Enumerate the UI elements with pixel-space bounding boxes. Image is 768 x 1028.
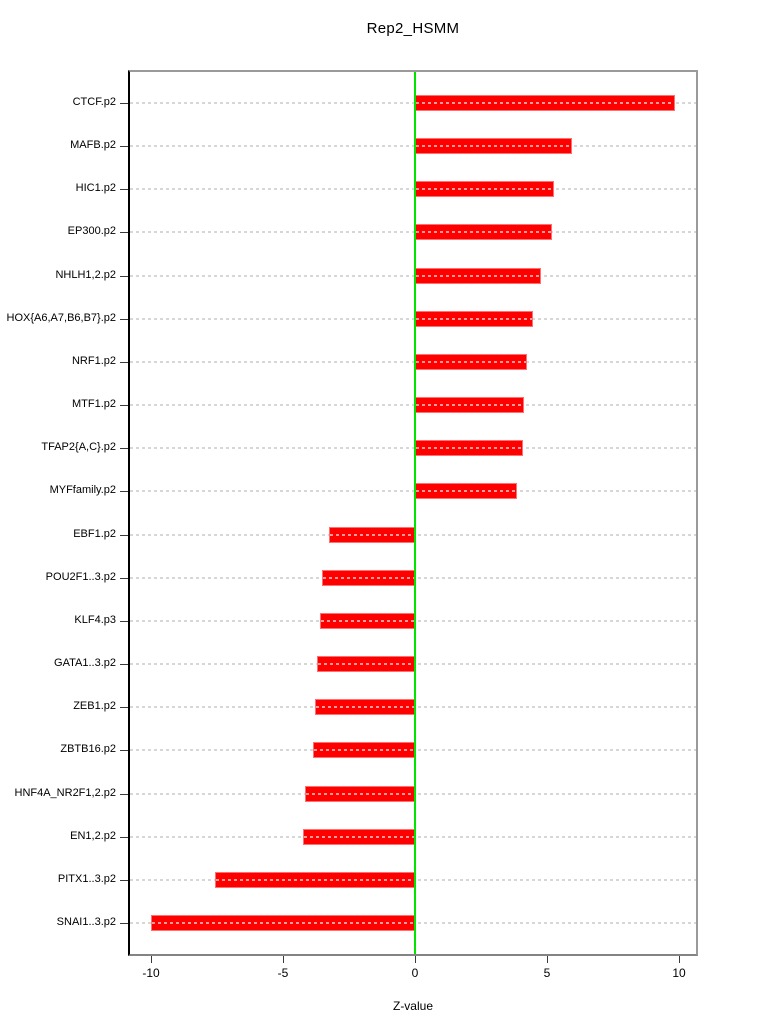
bar-gridline-overlay: [330, 534, 414, 536]
x-axis-tick: [151, 956, 152, 963]
plot-area: [6, 70, 698, 980]
category-gridline: [130, 447, 696, 449]
bar-pitx1-3-p2: [215, 872, 415, 888]
bar-mafb-p2: [415, 138, 572, 154]
x-axis-tick: [415, 956, 416, 963]
x-axis-tick: [679, 956, 680, 963]
bar-gridline-overlay: [416, 231, 551, 233]
bar-ep300-p2: [415, 224, 552, 240]
y-axis-tick: [120, 621, 128, 622]
y-axis-label: HOX{A6,A7,B6,B7}.p2: [6, 312, 116, 324]
bar-gridline-overlay: [323, 577, 414, 579]
y-axis-label: KLF4.p3: [74, 614, 116, 626]
bar-zeb1-p2: [315, 699, 415, 715]
y-axis-label: EBF1.p2: [73, 528, 116, 540]
bar-gridline-overlay: [316, 706, 414, 708]
bar-gridline-overlay: [314, 749, 414, 751]
bar-gridline-overlay: [216, 879, 414, 881]
y-axis-tick: [120, 362, 128, 363]
category-gridline: [130, 404, 696, 406]
bar-gridline-overlay: [304, 836, 414, 838]
y-axis-tick: [120, 276, 128, 277]
bar-nrf1-p2: [415, 354, 527, 370]
bar-hnf4a-nr2f1-2-p2: [305, 786, 415, 802]
y-axis-label: POU2F1..3.p2: [45, 571, 116, 583]
bar-ebf1-p2: [329, 527, 415, 543]
x-axis-tick-label: -5: [277, 966, 289, 980]
bar-klf4-p3: [320, 613, 415, 629]
y-axis-label: ZEB1.p2: [73, 700, 116, 712]
bar-gata1-3-p2: [317, 656, 415, 672]
y-axis-label: EP300.p2: [67, 225, 116, 237]
category-gridline: [130, 361, 696, 363]
y-axis-tick: [120, 535, 128, 536]
x-axis-tick: [547, 956, 548, 963]
y-axis-label: NHLH1,2.p2: [55, 269, 116, 281]
y-axis-tick: [120, 664, 128, 665]
bar-gridline-overlay: [416, 275, 540, 277]
bar-nhlh1-2-p2: [415, 268, 541, 284]
x-axis-tick-label: 10: [672, 966, 686, 980]
y-axis-label: HNF4A_NR2F1,2.p2: [14, 787, 116, 799]
x-axis-tick: [283, 956, 284, 963]
y-axis-tick: [120, 794, 128, 795]
bar-tfap2-a-c-p2: [415, 440, 523, 456]
y-axis-label: ZBTB16.p2: [60, 743, 116, 755]
chart-title: Rep2_HSMM: [366, 20, 460, 37]
bar-gridline-overlay: [416, 188, 553, 190]
y-axis-tick: [120, 103, 128, 104]
x-axis-tick-label: 0: [411, 966, 419, 980]
bar-zbtb16-p2: [313, 742, 415, 758]
y-axis-tick: [120, 837, 128, 838]
x-axis-tick-label: -10: [142, 966, 160, 980]
bar-en1-2-p2: [303, 829, 415, 845]
bar-hox-a6-a7-b6-b7-p2: [415, 311, 533, 327]
y-axis-tick: [120, 923, 128, 924]
y-axis-tick: [120, 707, 128, 708]
bar-mtf1-p2: [415, 397, 524, 413]
bar-gridline-overlay: [416, 490, 516, 492]
bar-ctcf-p2: [415, 95, 675, 111]
y-axis-label: SNAI1..3.p2: [56, 916, 116, 928]
bar-gridline-overlay: [318, 663, 414, 665]
bar-gridline-overlay: [416, 447, 522, 449]
y-axis-tick: [120, 232, 128, 233]
bar-gridline-overlay: [416, 102, 674, 104]
y-axis-tick: [120, 146, 128, 147]
bar-gridline-overlay: [416, 318, 532, 320]
y-axis-label: HIC1.p2: [75, 182, 116, 194]
y-axis-label: PITX1..3.p2: [57, 873, 116, 885]
x-axis-tick-label: 5: [543, 966, 551, 980]
category-gridline: [130, 318, 696, 320]
bar-hic1-p2: [415, 181, 554, 197]
y-axis-tick: [120, 189, 128, 190]
y-axis-tick: [120, 578, 128, 579]
y-axis-label: MYFfamily.p2: [49, 484, 116, 496]
y-axis-tick: [120, 448, 128, 449]
bar-myffamily-p2: [415, 483, 517, 499]
bar-gridline-overlay: [306, 793, 414, 795]
zero-reference-line: [414, 72, 416, 954]
bar-gridline-overlay: [416, 145, 571, 147]
x-axis-title: Z-value: [392, 999, 433, 1013]
category-gridline: [130, 188, 696, 190]
y-axis-label: MAFB.p2: [70, 139, 116, 151]
bar-gridline-overlay: [416, 404, 523, 406]
y-axis-label: NRF1.p2: [71, 355, 116, 367]
y-axis-label: EN1,2.p2: [70, 830, 116, 842]
y-axis-label: CTCF.p2: [72, 96, 116, 108]
bar-gridline-overlay: [321, 620, 414, 622]
y-axis-tick: [120, 880, 128, 881]
bar-gridline-overlay: [152, 922, 414, 924]
category-gridline: [130, 231, 696, 233]
category-gridline: [130, 145, 696, 147]
bar-snai1-3-p2: [151, 915, 415, 931]
y-axis-tick: [120, 405, 128, 406]
y-axis-label: MTF1.p2: [71, 398, 116, 410]
category-gridline: [130, 490, 696, 492]
bar-gridline-overlay: [416, 361, 526, 363]
category-gridline: [130, 275, 696, 277]
y-axis-label: GATA1..3.p2: [54, 657, 116, 669]
y-axis-tick: [120, 750, 128, 751]
bar-pou2f1-3-p2: [322, 570, 415, 586]
y-axis-label: TFAP2{A,C}.p2: [41, 441, 116, 453]
y-axis-tick: [120, 319, 128, 320]
y-axis-tick: [120, 491, 128, 492]
